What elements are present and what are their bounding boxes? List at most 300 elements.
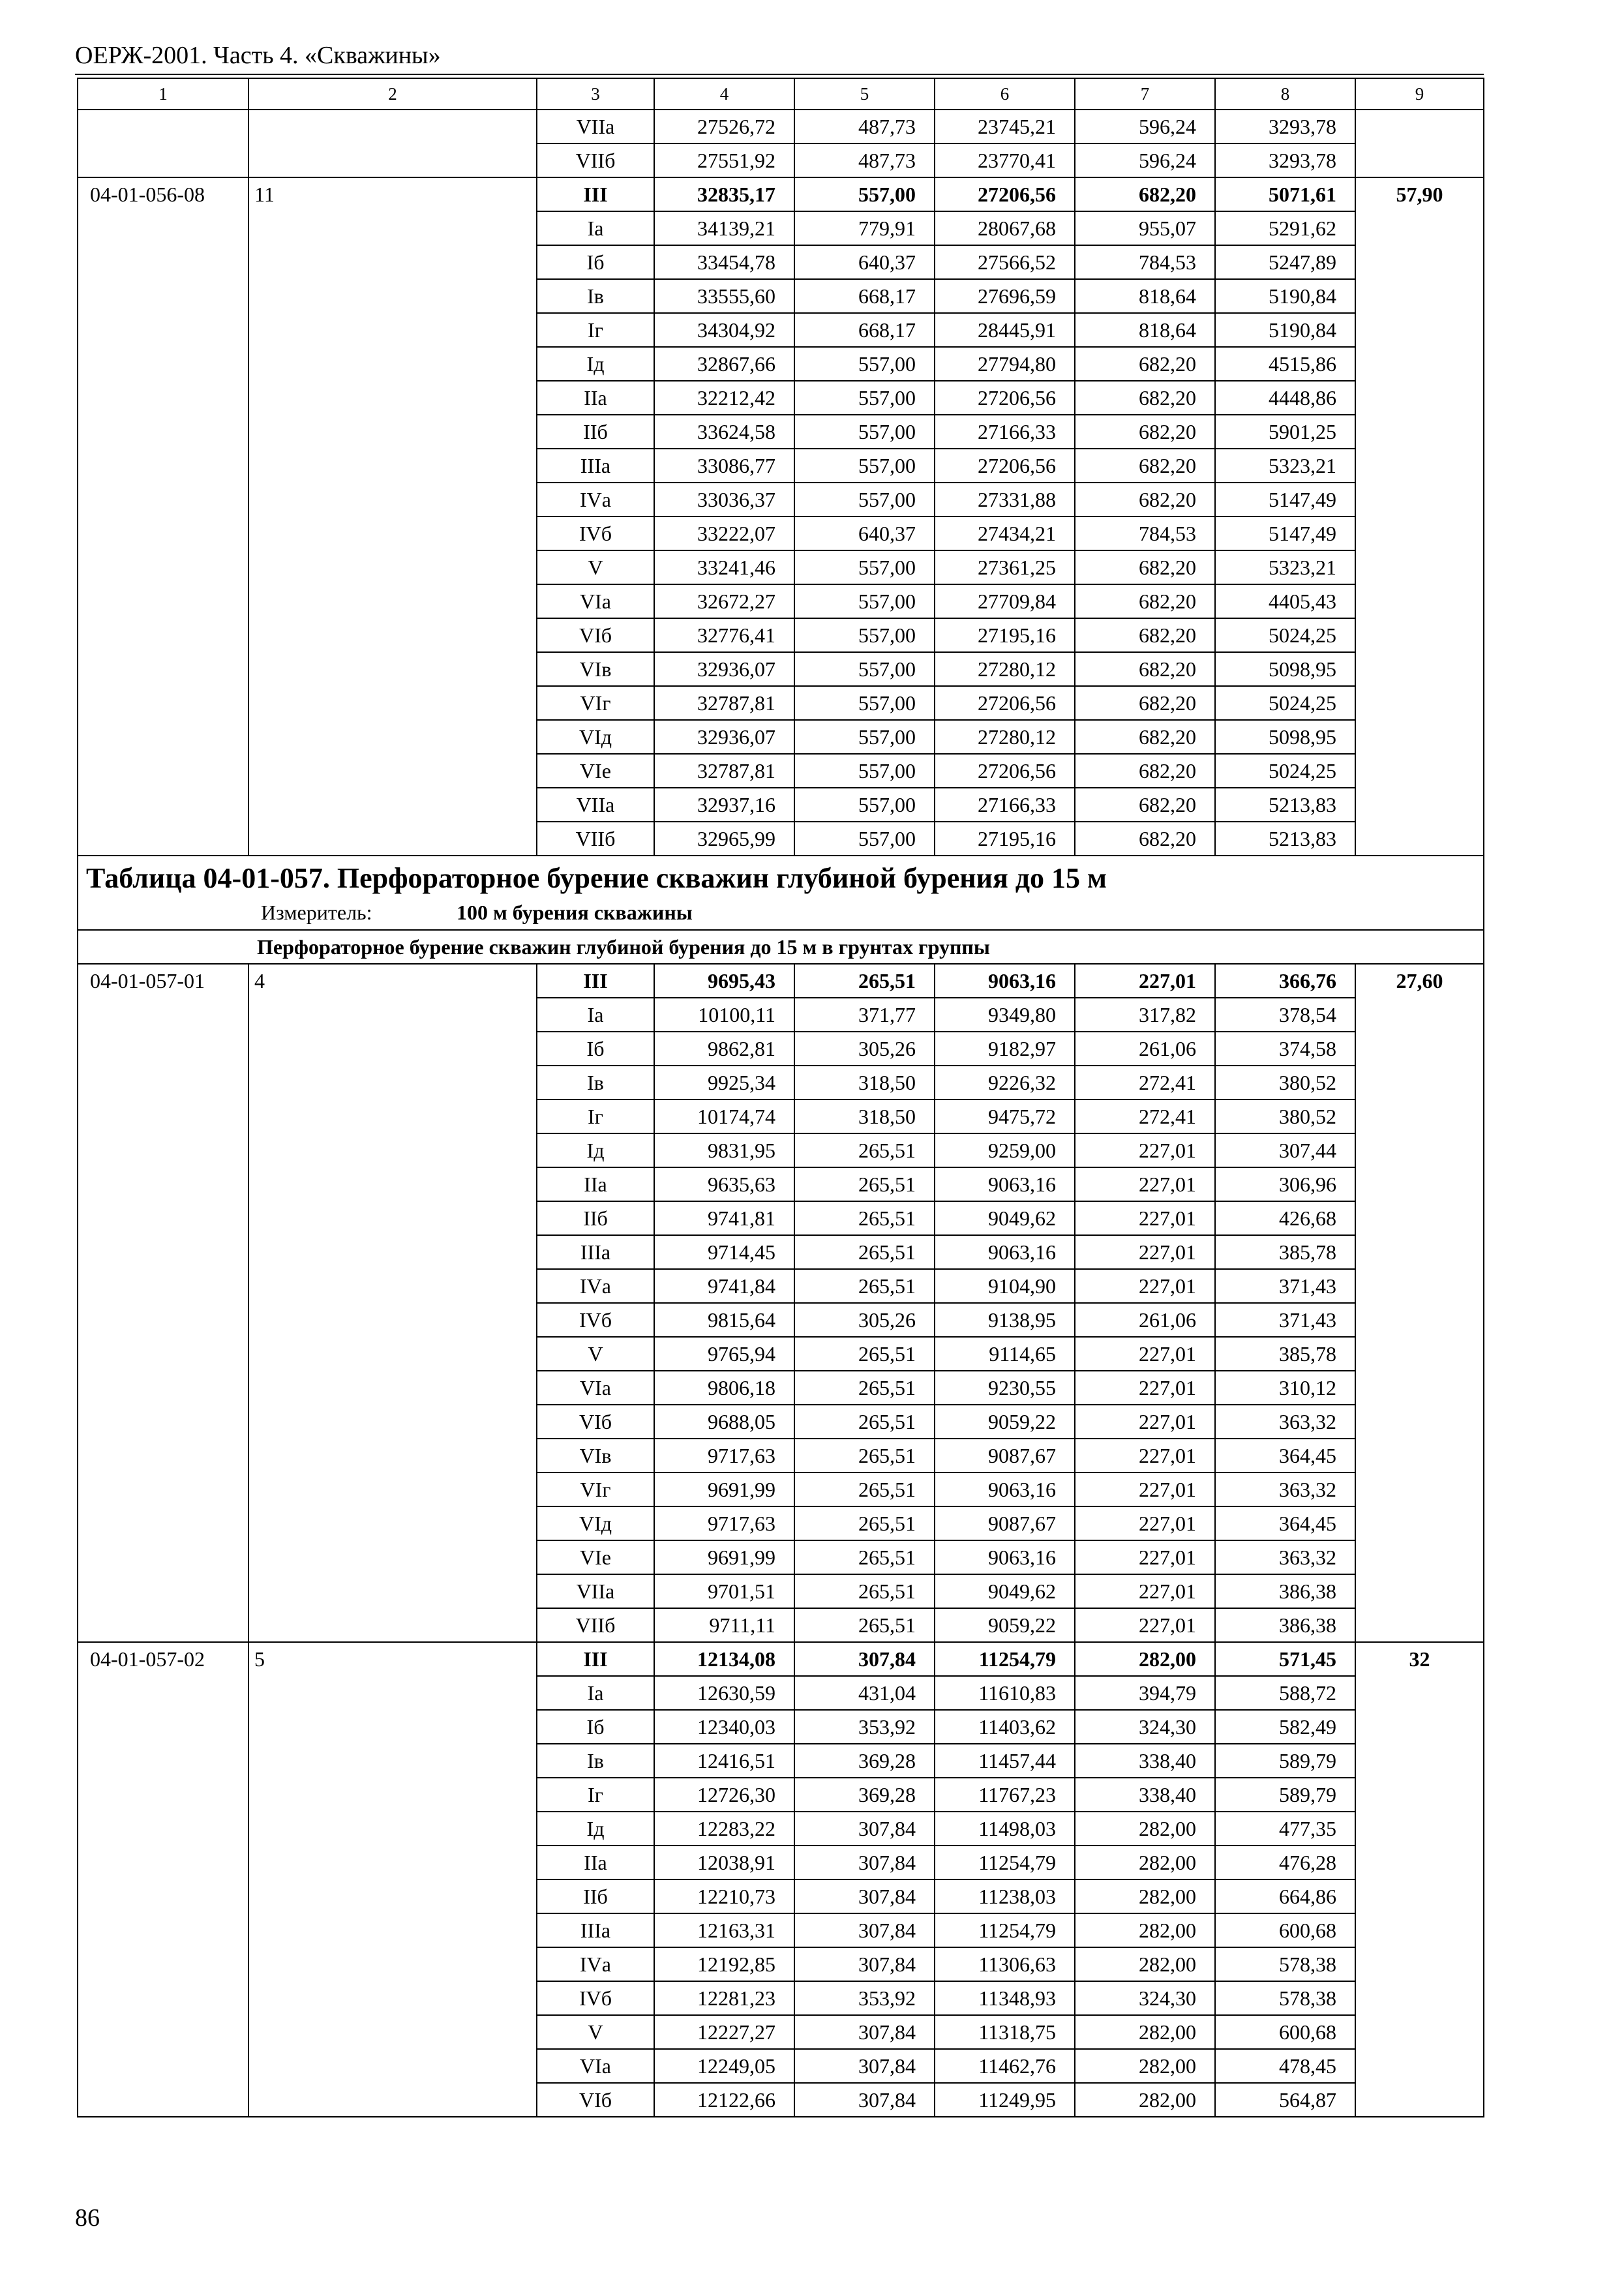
soil-group-cell: VIIб	[537, 1608, 654, 1642]
value-cell-c4: 32936,07	[654, 720, 794, 754]
value-cell-c7: 784,53	[1075, 516, 1215, 550]
value-cell-c5: 307,84	[794, 2015, 935, 2049]
value-cell-c5: 557,00	[794, 618, 935, 652]
value-cell-c8: 363,32	[1215, 1540, 1355, 1574]
soil-group-cell: IIIа	[537, 449, 654, 483]
value-cell-c7: 338,40	[1075, 1778, 1215, 1812]
value-cell-c5: 557,00	[794, 483, 935, 516]
column-number: 8	[1215, 78, 1355, 110]
value-cell-c5: 305,26	[794, 1032, 935, 1066]
value-cell-c6: 9087,67	[935, 1439, 1075, 1473]
value-cell-c8: 5190,84	[1215, 279, 1355, 313]
value-cell-c8: 4448,86	[1215, 381, 1355, 415]
value-cell-c5: 265,51	[794, 1473, 935, 1506]
value-cell-c5: 779,91	[794, 211, 935, 245]
value-cell-c4: 12340,03	[654, 1710, 794, 1744]
value-cell-c8: 385,78	[1215, 1337, 1355, 1371]
value-cell-c4: 12163,31	[654, 1913, 794, 1947]
value-cell-c6: 11498,03	[935, 1812, 1075, 1846]
value-cell-c7: 261,06	[1075, 1303, 1215, 1337]
soil-group-cell: Iа	[537, 211, 654, 245]
value-cell-c8: 588,72	[1215, 1676, 1355, 1710]
value-cell-c6: 9087,67	[935, 1506, 1075, 1540]
value-cell-c8: 5071,61	[1215, 177, 1355, 211]
col9-cell: 57,90	[1355, 177, 1484, 856]
value-cell-c5: 431,04	[794, 1676, 935, 1710]
value-cell-c4: 12249,05	[654, 2049, 794, 2083]
value-cell-c5: 557,00	[794, 347, 935, 381]
value-cell-c7: 682,20	[1075, 347, 1215, 381]
soil-group-cell: Iа	[537, 1676, 654, 1710]
value-cell-c7: 282,00	[1075, 1642, 1215, 1676]
value-cell-c4: 32776,41	[654, 618, 794, 652]
value-cell-c5: 305,26	[794, 1303, 935, 1337]
value-cell-c5: 307,84	[794, 2049, 935, 2083]
value-cell-c6: 27166,33	[935, 415, 1075, 449]
value-cell-c8: 371,43	[1215, 1303, 1355, 1337]
value-cell-c6: 11254,79	[935, 1846, 1075, 1879]
value-cell-c8: 385,78	[1215, 1235, 1355, 1269]
rate-code-cell: 04-01-056-08	[78, 177, 248, 856]
unit-label: Измеритель:	[261, 901, 372, 924]
soil-group-cell: V	[537, 2015, 654, 2049]
value-cell-c4: 10174,74	[654, 1100, 794, 1133]
value-cell-c6: 27195,16	[935, 822, 1075, 856]
soil-group-cell: IVб	[537, 1981, 654, 2015]
value-cell-c6: 9259,00	[935, 1133, 1075, 1167]
value-cell-c5: 557,00	[794, 720, 935, 754]
section-header-cell	[78, 856, 1484, 930]
value-cell-c5: 369,28	[794, 1778, 935, 1812]
value-cell-c7: 272,41	[1075, 1100, 1215, 1133]
value-cell-c4: 9717,63	[654, 1439, 794, 1473]
value-cell-c8: 5024,25	[1215, 686, 1355, 720]
soil-group-cell: VIд	[537, 720, 654, 754]
value-cell-c4: 12630,59	[654, 1676, 794, 1710]
soil-group-cell: Iд	[537, 1133, 654, 1167]
code-cell	[78, 110, 248, 177]
value-cell-c7: 682,20	[1075, 788, 1215, 822]
value-cell-c7: 282,00	[1075, 1879, 1215, 1913]
value-cell-c6: 9226,32	[935, 1066, 1075, 1100]
value-cell-c7: 324,30	[1075, 1981, 1215, 2015]
soil-group-cell: VIIб	[537, 822, 654, 856]
value-cell-c4: 12038,91	[654, 1846, 794, 1879]
value-cell-c6: 11457,44	[935, 1744, 1075, 1778]
value-cell-c5: 557,00	[794, 686, 935, 720]
value-cell-c5: 668,17	[794, 313, 935, 347]
value-cell-c5: 265,51	[794, 1269, 935, 1303]
value-cell-c4: 33454,78	[654, 245, 794, 279]
soil-group-cell: VIIб	[537, 143, 654, 177]
soil-group-cell: VIIа	[537, 788, 654, 822]
value-cell-c6: 11254,79	[935, 1642, 1075, 1676]
soil-group-cell: Iа	[537, 998, 654, 1032]
soil-group-cell: VIе	[537, 754, 654, 788]
value-cell-c6: 9059,22	[935, 1405, 1075, 1439]
value-cell-c5: 369,28	[794, 1744, 935, 1778]
value-cell-c5: 307,84	[794, 1846, 935, 1879]
column-number: 5	[794, 78, 935, 110]
value-cell-c5: 318,50	[794, 1100, 935, 1133]
value-cell-c7: 282,00	[1075, 1846, 1215, 1879]
value-cell-c4: 9815,64	[654, 1303, 794, 1337]
value-cell-c4: 12192,85	[654, 1947, 794, 1981]
soil-group-cell: III	[537, 1642, 654, 1676]
value-cell-c6: 9049,62	[935, 1574, 1075, 1608]
value-cell-c8: 378,54	[1215, 998, 1355, 1032]
soil-group-cell: Iг	[537, 1778, 654, 1812]
value-cell-c5: 307,84	[794, 2083, 935, 2117]
value-cell-c4: 33086,77	[654, 449, 794, 483]
value-cell-c8: 363,32	[1215, 1473, 1355, 1506]
value-cell-c7: 282,00	[1075, 2083, 1215, 2117]
value-cell-c6: 9063,16	[935, 1540, 1075, 1574]
value-cell-c5: 265,51	[794, 1235, 935, 1269]
value-cell-c7: 227,01	[1075, 1201, 1215, 1235]
value-cell-c6: 11306,63	[935, 1947, 1075, 1981]
column-number: 6	[935, 78, 1075, 110]
soil-group-cell: V	[537, 550, 654, 584]
value-cell-c6: 27434,21	[935, 516, 1075, 550]
value-cell-c7: 682,20	[1075, 618, 1215, 652]
soil-group-cell: Iб	[537, 1710, 654, 1744]
soil-group-cell: IIа	[537, 381, 654, 415]
value-cell-c6: 9059,22	[935, 1608, 1075, 1642]
value-cell-c6: 27206,56	[935, 754, 1075, 788]
soil-group-cell: IIа	[537, 1167, 654, 1201]
value-cell-c5: 265,51	[794, 1405, 935, 1439]
value-cell-c6: 9063,16	[935, 1167, 1075, 1201]
value-cell-c6: 11462,76	[935, 2049, 1075, 2083]
table-row	[78, 1642, 1484, 1676]
value-cell-c7: 682,20	[1075, 381, 1215, 415]
soil-group-cell: Iв	[537, 1066, 654, 1100]
value-cell-c5: 557,00	[794, 381, 935, 415]
value-cell-c7: 227,01	[1075, 1540, 1215, 1574]
value-cell-c6: 27696,59	[935, 279, 1075, 313]
soil-group-cell: IIб	[537, 1879, 654, 1913]
value-cell-c8: 5147,49	[1215, 516, 1355, 550]
value-cell-c5: 307,84	[794, 1642, 935, 1676]
soil-group-cell: VIг	[537, 686, 654, 720]
value-cell-c4: 32835,17	[654, 177, 794, 211]
value-cell-c7: 682,20	[1075, 754, 1215, 788]
value-cell-c7: 317,82	[1075, 998, 1215, 1032]
value-cell-c8: 571,45	[1215, 1642, 1355, 1676]
soil-group-cell: VIIа	[537, 110, 654, 143]
value-cell-c7: 596,24	[1075, 110, 1215, 143]
value-cell-c7: 682,20	[1075, 550, 1215, 584]
value-cell-c7: 227,01	[1075, 1473, 1215, 1506]
value-cell-c8: 5291,62	[1215, 211, 1355, 245]
value-cell-c4: 32787,81	[654, 686, 794, 720]
value-cell-c8: 310,12	[1215, 1371, 1355, 1405]
value-cell-c8: 5213,83	[1215, 788, 1355, 822]
unit-value: 100 м бурения скважины	[457, 901, 693, 924]
value-cell-c6: 9349,80	[935, 998, 1075, 1032]
soil-group-cell: VIа	[537, 1371, 654, 1405]
value-cell-c8: 600,68	[1215, 1913, 1355, 1947]
value-cell-c8: 5190,84	[1215, 313, 1355, 347]
value-cell-c8: 380,52	[1215, 1066, 1355, 1100]
value-cell-c7: 227,01	[1075, 1405, 1215, 1439]
value-cell-c4: 12416,51	[654, 1744, 794, 1778]
value-cell-c4: 9741,84	[654, 1269, 794, 1303]
value-cell-c7: 682,20	[1075, 449, 1215, 483]
col9-cell: 32	[1355, 1642, 1484, 2117]
value-cell-c5: 487,73	[794, 143, 935, 177]
value-cell-c8: 564,87	[1215, 2083, 1355, 2117]
value-cell-c8: 307,44	[1215, 1133, 1355, 1167]
value-cell-c7: 818,64	[1075, 313, 1215, 347]
value-cell-c8: 600,68	[1215, 2015, 1355, 2049]
value-cell-c4: 9831,95	[654, 1133, 794, 1167]
value-cell-c6: 9475,72	[935, 1100, 1075, 1133]
value-cell-c5: 557,00	[794, 177, 935, 211]
soil-group-cell: IVб	[537, 516, 654, 550]
soil-group-cell: VIв	[537, 652, 654, 686]
value-cell-c8: 3293,78	[1215, 143, 1355, 177]
value-cell-c7: 338,40	[1075, 1744, 1215, 1778]
value-cell-c6: 27794,80	[935, 347, 1075, 381]
value-cell-c7: 682,20	[1075, 177, 1215, 211]
value-cell-c6: 9063,16	[935, 964, 1075, 998]
value-cell-c4: 34304,92	[654, 313, 794, 347]
value-cell-c5: 371,77	[794, 998, 935, 1032]
value-cell-c5: 265,51	[794, 1574, 935, 1608]
value-cell-c6: 27331,88	[935, 483, 1075, 516]
value-cell-c5: 265,51	[794, 1608, 935, 1642]
value-cell-c6: 23745,21	[935, 110, 1075, 143]
value-cell-c5: 353,92	[794, 1710, 935, 1744]
value-cell-c7: 227,01	[1075, 1167, 1215, 1201]
value-cell-c7: 682,20	[1075, 584, 1215, 618]
soil-group-cell: VIб	[537, 618, 654, 652]
soil-group-cell: Iб	[537, 1032, 654, 1066]
value-cell-c5: 640,37	[794, 245, 935, 279]
soil-group-cell: IIIа	[537, 1913, 654, 1947]
value-cell-c7: 282,00	[1075, 1947, 1215, 1981]
col9-cell	[1355, 110, 1484, 177]
value-cell-c6: 27709,84	[935, 584, 1075, 618]
value-cell-c5: 557,00	[794, 449, 935, 483]
value-cell-c4: 9806,18	[654, 1371, 794, 1405]
column-number: 1	[78, 78, 248, 110]
value-cell-c4: 9862,81	[654, 1032, 794, 1066]
value-cell-c4: 12134,08	[654, 1642, 794, 1676]
value-cell-c6: 27280,12	[935, 720, 1075, 754]
value-cell-c4: 32937,16	[654, 788, 794, 822]
value-cell-c4: 32672,27	[654, 584, 794, 618]
value-cell-c5: 557,00	[794, 550, 935, 584]
value-cell-c8: 5024,25	[1215, 618, 1355, 652]
soil-group-cell: V	[537, 1337, 654, 1371]
table-row	[78, 964, 1484, 998]
value-cell-c8: 380,52	[1215, 1100, 1355, 1133]
value-cell-c5: 307,84	[794, 1879, 935, 1913]
value-cell-c8: 426,68	[1215, 1201, 1355, 1235]
value-cell-c8: 5323,21	[1215, 550, 1355, 584]
value-cell-c6: 9138,95	[935, 1303, 1075, 1337]
value-cell-c7: 682,20	[1075, 822, 1215, 856]
value-cell-c4: 12210,73	[654, 1879, 794, 1913]
value-cell-c4: 12227,27	[654, 2015, 794, 2049]
value-cell-c4: 33624,58	[654, 415, 794, 449]
value-cell-c8: 578,38	[1215, 1981, 1355, 2015]
soil-group-cell: Iд	[537, 1812, 654, 1846]
soil-group-cell: IIIа	[537, 1235, 654, 1269]
value-cell-c8: 5147,49	[1215, 483, 1355, 516]
value-cell-c4: 12281,23	[654, 1981, 794, 2015]
value-cell-c4: 9701,51	[654, 1574, 794, 1608]
value-cell-c4: 12122,66	[654, 2083, 794, 2117]
value-cell-c7: 227,01	[1075, 964, 1215, 998]
value-cell-c7: 282,00	[1075, 1812, 1215, 1846]
value-cell-c7: 261,06	[1075, 1032, 1215, 1066]
soil-group-cell: IVа	[537, 1269, 654, 1303]
soil-group-cell: Iв	[537, 279, 654, 313]
value-cell-c8: 386,38	[1215, 1574, 1355, 1608]
value-cell-c5: 265,51	[794, 1337, 935, 1371]
value-cell-c4: 9691,99	[654, 1473, 794, 1506]
table-row	[78, 110, 1484, 143]
value-cell-c5: 557,00	[794, 754, 935, 788]
value-cell-c6: 23770,41	[935, 143, 1075, 177]
value-cell-c8: 5213,83	[1215, 822, 1355, 856]
value-cell-c4: 27551,92	[654, 143, 794, 177]
value-cell-c4: 9695,43	[654, 964, 794, 998]
value-cell-c8: 366,76	[1215, 964, 1355, 998]
value-cell-c8: 5098,95	[1215, 720, 1355, 754]
value-cell-c4: 9635,63	[654, 1167, 794, 1201]
col2-cell	[248, 110, 537, 177]
value-cell-c6: 9063,16	[935, 1235, 1075, 1269]
section-header-row	[78, 856, 1484, 930]
value-cell-c7: 227,01	[1075, 1574, 1215, 1608]
value-cell-c6: 11238,03	[935, 1879, 1075, 1913]
value-cell-c7: 324,30	[1075, 1710, 1215, 1744]
value-cell-c5: 265,51	[794, 1167, 935, 1201]
value-cell-c4: 32212,42	[654, 381, 794, 415]
column-number: 2	[248, 78, 537, 110]
value-cell-c4: 34139,21	[654, 211, 794, 245]
value-cell-c7: 682,20	[1075, 483, 1215, 516]
column-number: 3	[537, 78, 654, 110]
value-cell-c6: 9230,55	[935, 1371, 1075, 1405]
value-cell-c6: 27195,16	[935, 618, 1075, 652]
soil-group-cell: Iд	[537, 347, 654, 381]
value-cell-c4: 33555,60	[654, 279, 794, 313]
value-cell-c7: 227,01	[1075, 1235, 1215, 1269]
value-cell-c5: 265,51	[794, 1540, 935, 1574]
soil-group-cell: VIе	[537, 1540, 654, 1574]
soil-group-cell: Iг	[537, 1100, 654, 1133]
soil-group-cell: VIг	[537, 1473, 654, 1506]
col2-cell: 11	[248, 177, 537, 856]
value-cell-c8: 664,86	[1215, 1879, 1355, 1913]
value-cell-c6: 27361,25	[935, 550, 1075, 584]
value-cell-c6: 27206,56	[935, 686, 1075, 720]
value-cell-c6: 11249,95	[935, 2083, 1075, 2117]
value-cell-c7: 682,20	[1075, 652, 1215, 686]
value-cell-c5: 265,51	[794, 964, 935, 998]
value-cell-c8: 364,45	[1215, 1439, 1355, 1473]
value-cell-c8: 5098,95	[1215, 652, 1355, 686]
value-cell-c8: 476,28	[1215, 1846, 1355, 1879]
value-cell-c7: 227,01	[1075, 1337, 1215, 1371]
soil-group-cell: VIб	[537, 2083, 654, 2117]
header-rule	[75, 74, 1484, 75]
soil-group-cell: IIб	[537, 1201, 654, 1235]
value-cell-c4: 12283,22	[654, 1812, 794, 1846]
value-cell-c6: 9049,62	[935, 1201, 1075, 1235]
value-cell-c6: 27206,56	[935, 177, 1075, 211]
value-cell-c8: 477,35	[1215, 1812, 1355, 1846]
rate-code-cell: 04-01-057-01	[78, 964, 248, 1642]
value-cell-c8: 4405,43	[1215, 584, 1355, 618]
value-cell-c7: 272,41	[1075, 1066, 1215, 1100]
value-cell-c4: 9711,11	[654, 1608, 794, 1642]
value-cell-c6: 11767,23	[935, 1778, 1075, 1812]
soil-group-cell: VIд	[537, 1506, 654, 1540]
column-number-row	[78, 78, 1484, 110]
value-cell-c7: 784,53	[1075, 245, 1215, 279]
value-cell-c8: 5247,89	[1215, 245, 1355, 279]
section-subtitle-row	[78, 930, 1484, 964]
col9-cell: 27,60	[1355, 964, 1484, 1642]
value-cell-c7: 227,01	[1075, 1608, 1215, 1642]
value-cell-c8: 5323,21	[1215, 449, 1355, 483]
section-subtitle: Перфораторное бурение скважин глубиной бурения до 15 м в грунтах группы	[78, 930, 1484, 964]
value-cell-c5: 307,84	[794, 1913, 935, 1947]
value-cell-c7: 394,79	[1075, 1676, 1215, 1710]
value-cell-c7: 682,20	[1075, 686, 1215, 720]
value-cell-c7: 682,20	[1075, 720, 1215, 754]
value-cell-c6: 28067,68	[935, 211, 1075, 245]
value-cell-c6: 9114,65	[935, 1337, 1075, 1371]
section-unit	[86, 898, 1475, 927]
value-cell-c6: 11254,79	[935, 1913, 1075, 1947]
soil-group-cell: VIв	[537, 1439, 654, 1473]
value-cell-c8: 306,96	[1215, 1167, 1355, 1201]
soil-group-cell: IIб	[537, 415, 654, 449]
value-cell-c4: 9925,34	[654, 1066, 794, 1100]
value-cell-c7: 227,01	[1075, 1133, 1215, 1167]
soil-group-cell: VIа	[537, 584, 654, 618]
value-cell-c8: 3293,78	[1215, 110, 1355, 143]
page-header-title: ОЕРЖ-2001. Часть 4. «Скважины»	[75, 42, 441, 69]
page-number: 86	[75, 2204, 100, 2232]
value-cell-c4: 32936,07	[654, 652, 794, 686]
soil-group-cell: Iв	[537, 1744, 654, 1778]
value-cell-c5: 265,51	[794, 1371, 935, 1405]
value-cell-c5: 557,00	[794, 788, 935, 822]
soil-group-cell: III	[537, 964, 654, 998]
rate-code-cell: 04-01-057-02	[78, 1642, 248, 2117]
value-cell-c7: 227,01	[1075, 1439, 1215, 1473]
value-cell-c8: 364,45	[1215, 1506, 1355, 1540]
value-cell-c6: 9063,16	[935, 1473, 1075, 1506]
value-cell-c8: 371,43	[1215, 1269, 1355, 1303]
col2-cell: 4	[248, 964, 537, 1642]
value-cell-c7: 282,00	[1075, 2049, 1215, 2083]
value-cell-c8: 5024,25	[1215, 754, 1355, 788]
value-cell-c5: 557,00	[794, 415, 935, 449]
value-cell-c6: 27206,56	[935, 449, 1075, 483]
value-cell-c6: 27206,56	[935, 381, 1075, 415]
soil-group-cell: IVа	[537, 483, 654, 516]
